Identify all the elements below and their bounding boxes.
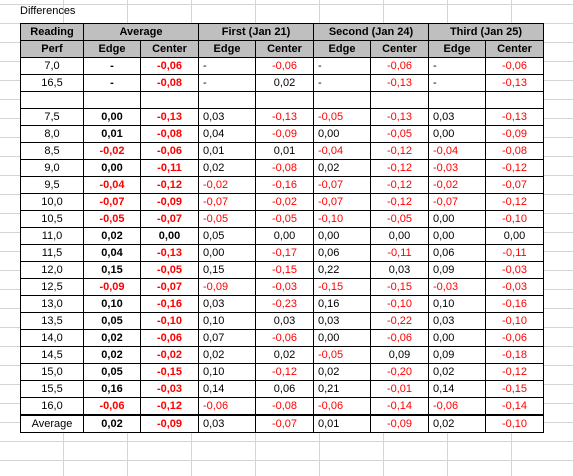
cell[interactable]: 0,03 [429,313,486,330]
cell[interactable]: 0,15 [84,262,141,279]
cell[interactable]: -0,06 [141,330,199,347]
table-row [21,262,544,279]
header-average-edge[interactable]: Edge [84,41,141,58]
perf-cell[interactable]: 13,5 [21,313,84,330]
cell[interactable]: 0,03 [199,109,256,126]
cell[interactable]: -0,07 [314,177,371,194]
table-row [21,228,544,245]
cell[interactable]: 0,00 [199,245,256,262]
cell[interactable]: -0,17 [256,245,314,262]
perf-cell[interactable]: 13,0 [21,296,84,313]
average-row [21,415,544,433]
header-first[interactable]: First (Jan 21) [199,24,314,41]
cell[interactable]: 0,06 [314,245,371,262]
perf-cell[interactable]: 15,5 [21,381,84,398]
cell[interactable]: -0,02 [141,347,199,364]
cell[interactable]: -0,12 [371,194,429,211]
cell[interactable] [141,92,199,109]
cell[interactable]: 0,21 [314,381,371,398]
header-second-center[interactable]: Center [371,41,429,58]
table-row [21,245,544,262]
perf-cell[interactable]: 7,0 [21,58,84,75]
cell[interactable]: 0,16 [314,296,371,313]
cell[interactable]: - [314,75,371,92]
cell[interactable]: -0,06 [141,143,199,160]
cell[interactable]: 0,05 [84,313,141,330]
cell[interactable]: -0,07 [199,194,256,211]
perf-cell[interactable]: 16,5 [21,75,84,92]
header-reading[interactable]: Reading [21,24,84,41]
cell[interactable]: 0,07 [199,330,256,347]
table-row [21,364,544,381]
cell[interactable]: -0,12 [256,364,314,381]
cell[interactable]: -0,14 [371,398,429,416]
cell[interactable]: -0,05 [84,211,141,228]
table-row [21,296,544,313]
cell[interactable]: -0,07 [256,415,314,433]
cell[interactable]: -0,15 [256,262,314,279]
cell[interactable]: -0,09 [486,126,544,143]
cell[interactable]: -0,23 [256,296,314,313]
cell[interactable] [256,92,314,109]
cell[interactable]: 0,02 [199,160,256,177]
perf-cell[interactable] [21,92,84,109]
table-row [21,126,544,143]
cell[interactable]: -0,13 [486,75,544,92]
cell[interactable]: -0,11 [486,245,544,262]
cell[interactable]: 0,09 [429,347,486,364]
cell[interactable]: -0,09 [141,415,199,433]
perf-cell[interactable]: 8,0 [21,126,84,143]
cell[interactable]: 0,01 [84,126,141,143]
perf-cell[interactable]: 9,5 [21,177,84,194]
cell[interactable]: -0,03 [256,279,314,296]
cell[interactable]: -0,03 [429,160,486,177]
cell[interactable] [199,92,256,109]
cell[interactable]: -0,10 [486,313,544,330]
cell[interactable]: 0,02 [199,347,256,364]
cell[interactable]: -0,13 [256,109,314,126]
cell[interactable]: 0,00 [84,160,141,177]
cell[interactable]: -0,09 [256,126,314,143]
perf-cell[interactable]: 16,0 [21,398,84,416]
cell[interactable]: 0,03 [199,415,256,433]
cell[interactable]: - [429,75,486,92]
cell[interactable]: 0,04 [199,126,256,143]
cell[interactable]: -0,06 [199,398,256,416]
perf-cell[interactable]: 15,0 [21,364,84,381]
average-label[interactable]: Average [21,415,84,433]
perf-cell[interactable]: 11,0 [21,228,84,245]
cell[interactable]: 0,16 [84,381,141,398]
cell[interactable]: 0,00 [429,330,486,347]
cell[interactable]: -0,07 [314,194,371,211]
cell[interactable]: 0,02 [429,415,486,433]
cell[interactable]: -0,13 [141,245,199,262]
table-row [21,194,544,211]
cell[interactable]: -0,12 [486,160,544,177]
perf-cell[interactable]: 9,0 [21,160,84,177]
header-third-edge[interactable]: Edge [429,41,486,58]
cell[interactable]: -0,06 [371,330,429,347]
header-first-edge[interactable]: Edge [199,41,256,58]
cell[interactable]: -0,15 [314,279,371,296]
cell[interactable]: 0,00 [429,126,486,143]
cell[interactable]: 0,00 [486,228,544,245]
perf-cell[interactable]: 11,5 [21,245,84,262]
cell[interactable]: -0,04 [84,177,141,194]
cell[interactable] [429,92,486,109]
cell[interactable]: 0,03 [314,313,371,330]
perf-cell[interactable]: 10,0 [21,194,84,211]
perf-cell[interactable]: 14,0 [21,330,84,347]
cell[interactable] [84,92,141,109]
table-row [21,177,544,194]
cell[interactable]: -0,13 [371,109,429,126]
cell[interactable] [486,92,544,109]
cell[interactable]: -0,04 [314,143,371,160]
cell[interactable]: -0,12 [141,398,199,416]
cell[interactable]: -0,02 [199,177,256,194]
table-row [21,398,544,416]
cell[interactable]: -0,12 [371,160,429,177]
cell[interactable]: 0,00 [429,211,486,228]
cell[interactable]: 0,03 [199,296,256,313]
table-row [21,160,544,177]
cell[interactable]: -0,22 [371,313,429,330]
table-row [21,330,544,347]
table-row [21,211,544,228]
cell[interactable]: -0,06 [314,398,371,416]
cell[interactable]: -0,07 [141,279,199,296]
table-row [21,313,544,330]
perf-cell[interactable]: 14,5 [21,347,84,364]
cell[interactable]: 0,02 [84,415,141,433]
cell[interactable]: 0,00 [371,228,429,245]
cell[interactable]: 0,00 [84,109,141,126]
table-row [21,109,544,126]
header-third-center[interactable]: Center [486,41,544,58]
cell[interactable]: 0,00 [256,228,314,245]
cell[interactable]: -0,03 [141,381,199,398]
cell[interactable]: -0,15 [371,279,429,296]
sheet-title[interactable]: Differences [20,5,76,17]
cell[interactable]: -0,12 [371,177,429,194]
cell[interactable]: -0,05 [199,211,256,228]
cell[interactable]: - [84,58,141,75]
cell[interactable]: 0,02 [256,347,314,364]
cell[interactable]: - [314,58,371,75]
cell[interactable]: 0,02 [84,330,141,347]
cell[interactable]: -0,10 [486,415,544,433]
cell[interactable]: 0,03 [256,313,314,330]
perf-cell[interactable]: 12,0 [21,262,84,279]
cell[interactable]: 0,00 [429,228,486,245]
cell[interactable]: -0,18 [486,347,544,364]
cell[interactable]: 0,05 [199,228,256,245]
table-row [21,347,544,364]
cell[interactable]: 0,00 [314,126,371,143]
cell[interactable]: - [429,58,486,75]
cell[interactable]: -0,05 [314,109,371,126]
cell[interactable]: -0,05 [256,211,314,228]
cell[interactable]: -0,07 [84,194,141,211]
cell[interactable]: 0,01 [314,415,371,433]
cell[interactable]: 0,02 [314,160,371,177]
cell[interactable]: -0,13 [141,109,199,126]
perf-cell[interactable]: 8,5 [21,143,84,160]
cell[interactable]: 0,22 [314,262,371,279]
header-third[interactable]: Third (Jan 25) [429,24,544,41]
cell[interactable]: -0,02 [429,177,486,194]
cell[interactable]: -0,08 [256,398,314,416]
cell[interactable]: -0,08 [486,143,544,160]
cell[interactable]: -0,14 [486,398,544,416]
cell[interactable]: -0,08 [256,160,314,177]
cell[interactable]: -0,16 [141,296,199,313]
header-row-sub [21,41,544,58]
table-row [21,381,544,398]
cell[interactable]: 0,01 [199,143,256,160]
cell[interactable]: -0,09 [84,279,141,296]
cell[interactable]: 0,02 [429,364,486,381]
cell[interactable]: 0,00 [314,228,371,245]
header-second[interactable]: Second (Jan 24) [314,24,429,41]
cell[interactable]: -0,06 [371,58,429,75]
cell[interactable]: 0,00 [314,330,371,347]
cell[interactable]: -0,16 [486,296,544,313]
cell[interactable]: -0,10 [141,313,199,330]
cell[interactable]: -0,09 [141,194,199,211]
cell[interactable]: -0,11 [141,160,199,177]
cell[interactable]: -0,08 [141,75,199,92]
cell[interactable]: -0,03 [429,279,486,296]
cell[interactable]: 0,09 [429,262,486,279]
cell[interactable]: -0,06 [486,58,544,75]
perf-cell[interactable]: 10,5 [21,211,84,228]
cell[interactable]: -0,05 [141,262,199,279]
cell[interactable]: -0,05 [314,347,371,364]
cell[interactable]: -0,13 [371,75,429,92]
cell[interactable]: -0,05 [371,126,429,143]
table-row [21,143,544,160]
perf-cell[interactable]: 12,5 [21,279,84,296]
cell[interactable]: -0,20 [371,364,429,381]
differences-table [20,23,544,433]
cell[interactable] [314,92,371,109]
cell[interactable]: -0,02 [84,143,141,160]
cell[interactable]: -0,15 [486,381,544,398]
cell[interactable]: -0,09 [199,279,256,296]
header-average[interactable]: Average [84,24,199,41]
cell[interactable]: 0,03 [429,109,486,126]
cell[interactable]: 0,10 [429,296,486,313]
cell[interactable]: 0,09 [371,347,429,364]
cell[interactable]: 0,02 [84,347,141,364]
cell[interactable]: -0,06 [256,58,314,75]
cell[interactable]: 0,10 [199,364,256,381]
cell[interactable]: -0,08 [141,126,199,143]
cell[interactable]: -0,05 [371,211,429,228]
cell[interactable]: 0,02 [84,228,141,245]
cell[interactable]: 0,02 [314,364,371,381]
cell[interactable]: 0,02 [256,75,314,92]
cell[interactable]: - [84,75,141,92]
cell[interactable]: -0,12 [141,177,199,194]
cell[interactable]: -0,12 [486,364,544,381]
cell[interactable]: -0,07 [486,177,544,194]
cell[interactable]: -0,07 [429,194,486,211]
cell[interactable]: -0,01 [371,381,429,398]
perf-cell[interactable]: 7,5 [21,109,84,126]
cell[interactable]: -0,03 [486,279,544,296]
header-perf[interactable]: Perf [21,41,84,58]
cell[interactable]: -0,04 [429,143,486,160]
cell[interactable]: -0,11 [371,245,429,262]
cell[interactable]: -0,06 [256,330,314,347]
cell[interactable]: -0,16 [256,177,314,194]
cell[interactable]: 0,03 [371,262,429,279]
cell[interactable]: -0,02 [256,194,314,211]
cell[interactable]: 0,10 [84,296,141,313]
cell[interactable]: -0,03 [486,262,544,279]
cell[interactable]: - [199,58,256,75]
cell[interactable]: -0,12 [486,194,544,211]
table-row [21,92,544,109]
header-second-edge[interactable]: Edge [314,41,371,58]
cell[interactable]: 0,01 [256,143,314,160]
cell[interactable]: 0,04 [84,245,141,262]
cell[interactable]: -0,07 [141,211,199,228]
cell[interactable]: 0,14 [429,381,486,398]
cell[interactable]: -0,06 [84,398,141,416]
table-row [21,279,544,296]
cell[interactable]: -0,10 [314,211,371,228]
cell[interactable]: 0,15 [199,262,256,279]
cell[interactable]: -0,13 [486,109,544,126]
cell[interactable] [371,92,429,109]
table-row [21,75,544,92]
cell[interactable]: 0,06 [256,381,314,398]
header-average-center[interactable]: Center [141,41,199,58]
cell[interactable]: -0,06 [429,398,486,416]
cell[interactable]: -0,10 [371,296,429,313]
table-row [21,58,544,75]
header-row-top [21,24,544,41]
cell[interactable]: 0,14 [199,381,256,398]
cell[interactable]: 0,00 [141,228,199,245]
cell[interactable]: -0,15 [141,364,199,381]
cell[interactable]: 0,10 [199,313,256,330]
cell[interactable]: 0,05 [84,364,141,381]
cell[interactable]: -0,09 [371,415,429,433]
cell[interactable]: -0,12 [371,143,429,160]
header-first-center[interactable]: Center [256,41,314,58]
cell[interactable]: - [199,75,256,92]
table-body [21,58,544,416]
cell[interactable]: -0,10 [486,211,544,228]
cell[interactable]: 0,06 [429,245,486,262]
cell[interactable]: -0,06 [141,58,199,75]
cell[interactable]: -0,06 [486,330,544,347]
